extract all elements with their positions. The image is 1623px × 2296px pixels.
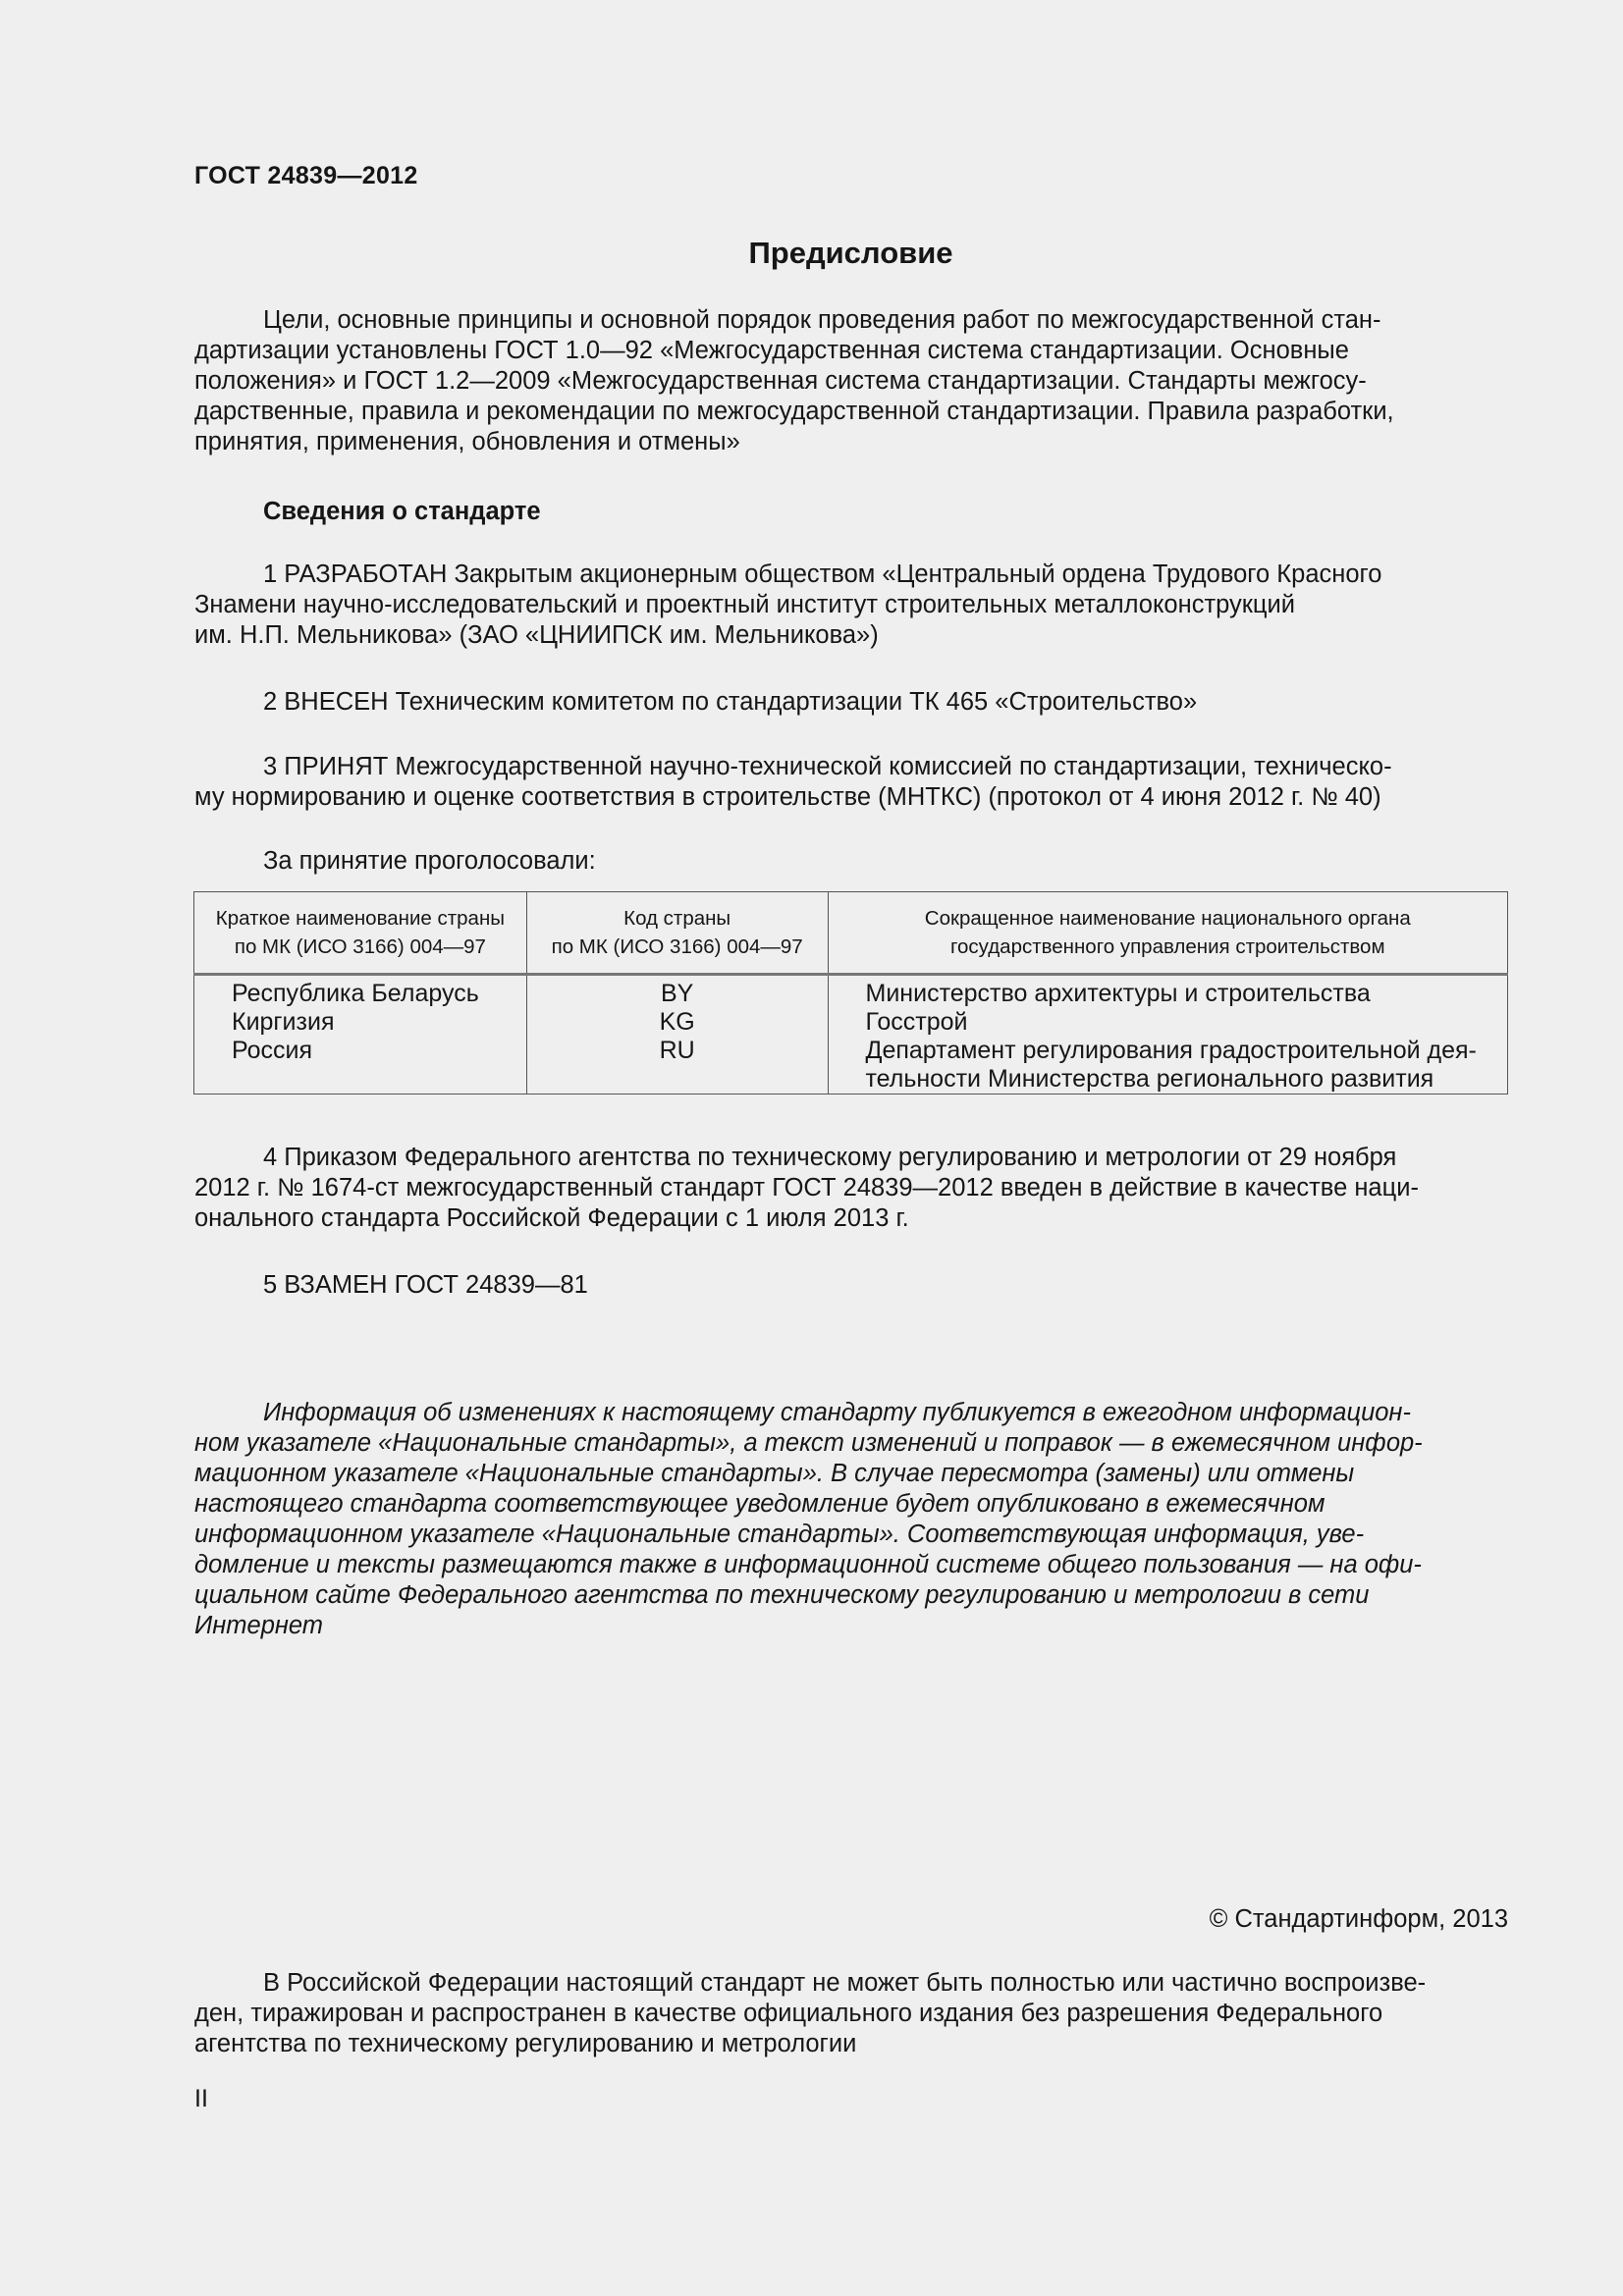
- text-line: 4 Приказом Федерального агентства по техническому регулированию и метрологии от 29 ноября: [263, 1144, 1397, 1171]
- countries-table: [193, 891, 1508, 1095]
- country-name: Республика Беларусь: [232, 980, 479, 1007]
- text-line: 2012 г. № 1674-ст межгосударственный стандарт ГОСТ 24839—2012 введен в действие в качестве наци-: [194, 1174, 1419, 1201]
- item-developed: [194, 560, 1508, 651]
- country-name: Киргизия: [232, 1008, 335, 1036]
- changes-notice: [194, 1398, 1508, 1641]
- table-header-row: [194, 892, 1508, 975]
- item-adopted: [194, 752, 1508, 813]
- page-title: Предисловие: [748, 236, 953, 270]
- text-line: информационном указателе «Национальные стандарты». Соответствующая информация, уве-: [194, 1521, 1365, 1548]
- column-header-authority: Сокращенное наименование национального органа государственного управления строительством: [828, 892, 1507, 975]
- authority-names-cell: [828, 975, 1507, 1095]
- intro-paragraph: [194, 305, 1508, 457]
- text-line: Знамени научно-исследовательский и проектный институт строительных металлоконструкций: [194, 591, 1296, 618]
- text-line: Интернет: [194, 1612, 324, 1639]
- text-line: мационном указателе «Национальные стандарты». В случае пересмотра (замены) или отмены: [194, 1460, 1355, 1487]
- text-line: 1 РАЗРАБОТАН Закрытым акционерным обществом «Центральный ордена Трудового Красного: [263, 561, 1382, 588]
- country-name: Россия: [232, 1037, 312, 1064]
- text-line: Информация об изменениях к настоящему стандарту публикуется в ежегодном информацион-: [263, 1399, 1411, 1426]
- country-code: RU: [659, 1037, 695, 1064]
- section-heading: Сведения о стандарте: [263, 498, 541, 525]
- text-line: 3 ПРИНЯТ Межгосударственной научно-технической комиссией по стандартизации, техническо-: [263, 753, 1392, 780]
- authority-name: Министерство архитектуры и строительства: [865, 980, 1371, 1007]
- authority-name: тельности Министерства регионального развития: [865, 1065, 1434, 1093]
- country-codes-cell: [526, 975, 828, 1095]
- item-replaces: 5 ВЗАМЕН ГОСТ 24839—81: [263, 1271, 588, 1299]
- text-line: положения» и ГОСТ 1.2—2009 «Межгосударственная система стандартизации. Стандарты межгосу-: [194, 367, 1367, 395]
- authority-name: Госстрой: [865, 1008, 968, 1036]
- text-line: дарственные, правила и рекомендации по межгосударственной стандартизации. Правила разработки,: [194, 398, 1394, 425]
- text-line: домление и тексты размещаются также в информационной системе общего пользования — на офи-: [194, 1551, 1422, 1578]
- voted-label: За принятие проголосовали:: [263, 847, 596, 875]
- text-line: агентства по техническому регулированию и метрологии: [194, 2030, 857, 2057]
- page-number: II: [194, 2085, 208, 2112]
- column-header-code: Код страны по МК (ИСО 3166) 004—97: [526, 892, 828, 975]
- table-row: [194, 975, 1508, 1095]
- rights-paragraph: [194, 1968, 1508, 2059]
- text-line: им. Н.П. Мельникова» (ЗАО «ЦНИИПСК им. Мельникова»): [194, 621, 879, 649]
- text-line: му нормированию и оценке соответствия в строительстве (МНТКС) (протокол от 4 июня 2012 г. № 40): [194, 783, 1381, 811]
- item-enacted: [194, 1143, 1508, 1234]
- text-line: онального стандарта Российской Федерации с 1 июля 2013 г.: [194, 1204, 909, 1232]
- country-code: BY: [660, 980, 694, 1007]
- text-line: настоящего стандарта соответствующее уведомление будет опубликовано в ежемесячном: [194, 1490, 1325, 1518]
- text-line: ном указателе «Национальные стандарты», а текст изменений и поправок — в ежемесячном инфор-: [194, 1429, 1423, 1457]
- text-line: В Российской Федерации настоящий стандарт не может быть полностью или частично воспроизве-: [263, 1969, 1427, 1997]
- document-code-header: ГОСТ 24839—2012: [194, 162, 418, 189]
- text-line: Цели, основные принципы и основной порядок проведения работ по межгосударственной стан-: [263, 306, 1381, 334]
- authority-name: Департамент регулирования градостроительной дея-: [865, 1037, 1477, 1064]
- column-header-country: Краткое наименование страны по МК (ИСО 3166) 004—97: [194, 892, 527, 975]
- text-line: дартизации установлены ГОСТ 1.0—92 «Межгосударственная система стандартизации. Основные: [194, 337, 1349, 364]
- item-introduced: 2 ВНЕСЕН Техническим комитетом по стандартизации ТК 465 «Строительство»: [263, 688, 1198, 716]
- text-line: циальном сайте Федерального агентства по техническому регулированию и метрологии в сети: [194, 1581, 1370, 1609]
- text-line: принятия, применения, обновления и отмены»: [194, 428, 740, 455]
- copyright-notice: © Стандартинформ, 2013: [1209, 1905, 1508, 1933]
- country-names-cell: [194, 975, 527, 1095]
- text-line: ден, тиражирован и распространен в качестве официального издания без разрешения Федерального: [194, 2000, 1383, 2027]
- country-code: KG: [659, 1008, 695, 1036]
